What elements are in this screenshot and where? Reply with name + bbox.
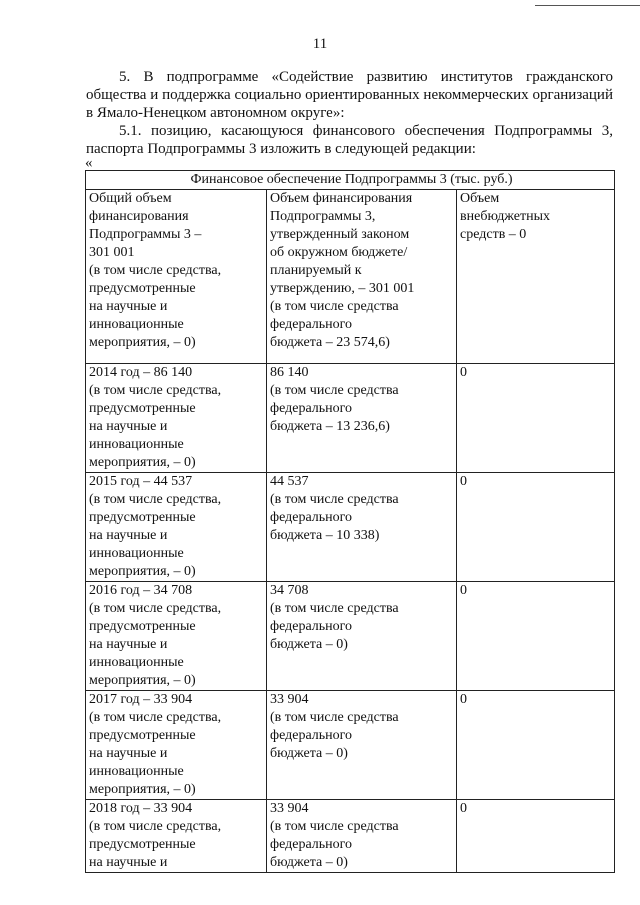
cell-line: федерального — [270, 728, 353, 743]
cell-line: (в том числе средства — [270, 299, 399, 314]
cell-line: 2016 год – 34 708 — [89, 583, 193, 598]
cell-line: предусмотренные — [89, 619, 196, 634]
paragraph-5-line: общества и поддержка социально ориентированных некоммерческих организаций — [86, 87, 613, 103]
opening-quote: « — [85, 155, 93, 171]
cell-line: мероприятия, – 0) — [89, 564, 196, 579]
cell-line: инновационные — [89, 317, 184, 332]
paragraph-5-line: в Ямало-Ненецком автономном округе»: — [86, 105, 345, 121]
cell-line: 0 — [460, 474, 467, 489]
total-cell — [86, 364, 267, 473]
cell-line: (в том числе средства — [270, 492, 399, 507]
cell-line: 2018 год – 33 904 — [89, 801, 193, 816]
cell-line: на научные и — [89, 746, 168, 761]
total-cell — [86, 190, 267, 364]
cell-line: федерального — [270, 619, 353, 634]
cell-line: 2015 год – 44 537 — [89, 474, 193, 489]
cell-line: предусмотренные — [89, 728, 196, 743]
cell-line: бюджета – 13 236,6) — [270, 419, 390, 434]
budget-cell — [267, 364, 457, 473]
cell-line: на научные и — [89, 637, 168, 652]
cell-line: на научные и — [89, 299, 168, 314]
cell-line: финансирования — [89, 209, 189, 224]
cell-line: (в том числе средства — [270, 710, 399, 725]
cell-line: утверждению, – 301 001 — [270, 281, 415, 296]
cell-line: бюджета – 23 574,6) — [270, 335, 390, 350]
cell-line: средств – 0 — [460, 227, 527, 242]
table-row — [86, 800, 615, 873]
cell-line: (в том числе средства, — [89, 263, 222, 278]
cell-line: инновационные — [89, 546, 184, 561]
top-rule — [535, 5, 640, 6]
cell-line: бюджета – 0) — [270, 637, 348, 652]
cell-line: предусмотренные — [89, 281, 196, 296]
cell-line: 0 — [460, 583, 467, 598]
cell-line: Объем — [460, 191, 500, 206]
cell-line: предусмотренные — [89, 837, 196, 852]
cell-line: планируемый к — [270, 263, 362, 278]
paragraph-5-1-line: 5.1. позицию, касающуюся финансового обеспечения Подпрограммы 3, — [119, 123, 613, 139]
cell-line: бюджета – 0) — [270, 855, 348, 870]
cell-line: 86 140 — [270, 365, 309, 380]
cell-line: бюджета – 10 338) — [270, 528, 380, 543]
cell-line: мероприятия, – 0) — [89, 335, 196, 350]
cell-line: 0 — [460, 692, 467, 707]
cell-line: Подпрограммы 3 – — [89, 227, 202, 242]
total-cell — [86, 691, 267, 800]
cell-line: (в том числе средства — [270, 383, 399, 398]
cell-line: Подпрограммы 3, — [270, 209, 376, 224]
cell-line: Общий объем — [89, 191, 172, 206]
cell-line: 301 001 — [89, 245, 135, 260]
cell-line: федерального — [270, 401, 353, 416]
table-row — [86, 473, 615, 582]
extrabudget-cell — [457, 364, 615, 473]
extrabudget-cell — [457, 691, 615, 800]
cell-line: 44 537 — [270, 474, 309, 489]
page-number: 11 — [312, 36, 328, 52]
table-row — [86, 582, 615, 691]
table-row — [86, 691, 615, 800]
cell-line: 2014 год – 86 140 — [89, 365, 193, 380]
cell-line: 0 — [460, 801, 467, 816]
cell-line: предусмотренные — [89, 401, 196, 416]
budget-cell — [267, 473, 457, 582]
cell-line: 0 — [460, 365, 467, 380]
extrabudget-cell — [457, 473, 615, 582]
cell-line: (в том числе средства — [270, 819, 399, 834]
cell-line: об окружном бюджете/ — [270, 245, 408, 260]
extrabudget-cell — [457, 582, 615, 691]
cell-line: бюджета – 0) — [270, 746, 348, 761]
paragraph-5-1 — [86, 122, 613, 158]
budget-cell — [267, 800, 457, 873]
cell-line: федерального — [270, 837, 353, 852]
cell-line: Объем финансирования — [270, 191, 413, 206]
extrabudget-cell — [457, 800, 615, 873]
cell-line: (в том числе средства — [270, 601, 399, 616]
cell-line: утвержденный законом — [270, 227, 410, 242]
cell-line: 2017 год – 33 904 — [89, 692, 193, 707]
paragraph-5-1-line: паспорта Подпрограммы 3 изложить в следующей редакции: — [86, 141, 476, 157]
extrabudget-cell — [457, 190, 615, 364]
budget-cell — [267, 582, 457, 691]
table-row — [86, 190, 615, 364]
cell-line: на научные и — [89, 419, 168, 434]
cell-line: внебюджетных — [460, 209, 551, 224]
cell-line: федерального — [270, 317, 353, 332]
cell-line: (в том числе средства, — [89, 601, 222, 616]
cell-line: мероприятия, – 0) — [89, 673, 196, 688]
cell-line: мероприятия, – 0) — [89, 455, 196, 470]
paragraph-5 — [86, 68, 613, 122]
cell-line: (в том числе средства, — [89, 710, 222, 725]
cell-line: инновационные — [89, 655, 184, 670]
total-cell — [86, 473, 267, 582]
cell-line: инновационные — [89, 764, 184, 779]
table-caption: Финансовое обеспечение Подпрограммы 3 (тыс. руб.) — [86, 171, 615, 190]
cell-line: (в том числе средства, — [89, 383, 222, 398]
cell-line: на научные и — [89, 855, 168, 870]
total-cell — [86, 800, 267, 873]
cell-line: 34 708 — [270, 583, 309, 598]
table-caption-row — [86, 171, 615, 190]
budget-cell — [267, 190, 457, 364]
budget-cell — [267, 691, 457, 800]
financing-table — [85, 170, 615, 873]
cell-line: федерального — [270, 510, 353, 525]
cell-line: 33 904 — [270, 692, 309, 707]
cell-line: (в том числе средства, — [89, 492, 222, 507]
cell-line: инновационные — [89, 437, 184, 452]
cell-line: 33 904 — [270, 801, 309, 816]
table-body — [86, 190, 615, 873]
table-row — [86, 364, 615, 473]
cell-line: предусмотренные — [89, 510, 196, 525]
paragraph-5-line: 5. В подпрограмме «Содействие развитию институтов гражданского — [119, 69, 613, 85]
cell-line: на научные и — [89, 528, 168, 543]
total-cell — [86, 582, 267, 691]
cell-line: (в том числе средства, — [89, 819, 222, 834]
cell-line: мероприятия, – 0) — [89, 782, 196, 797]
